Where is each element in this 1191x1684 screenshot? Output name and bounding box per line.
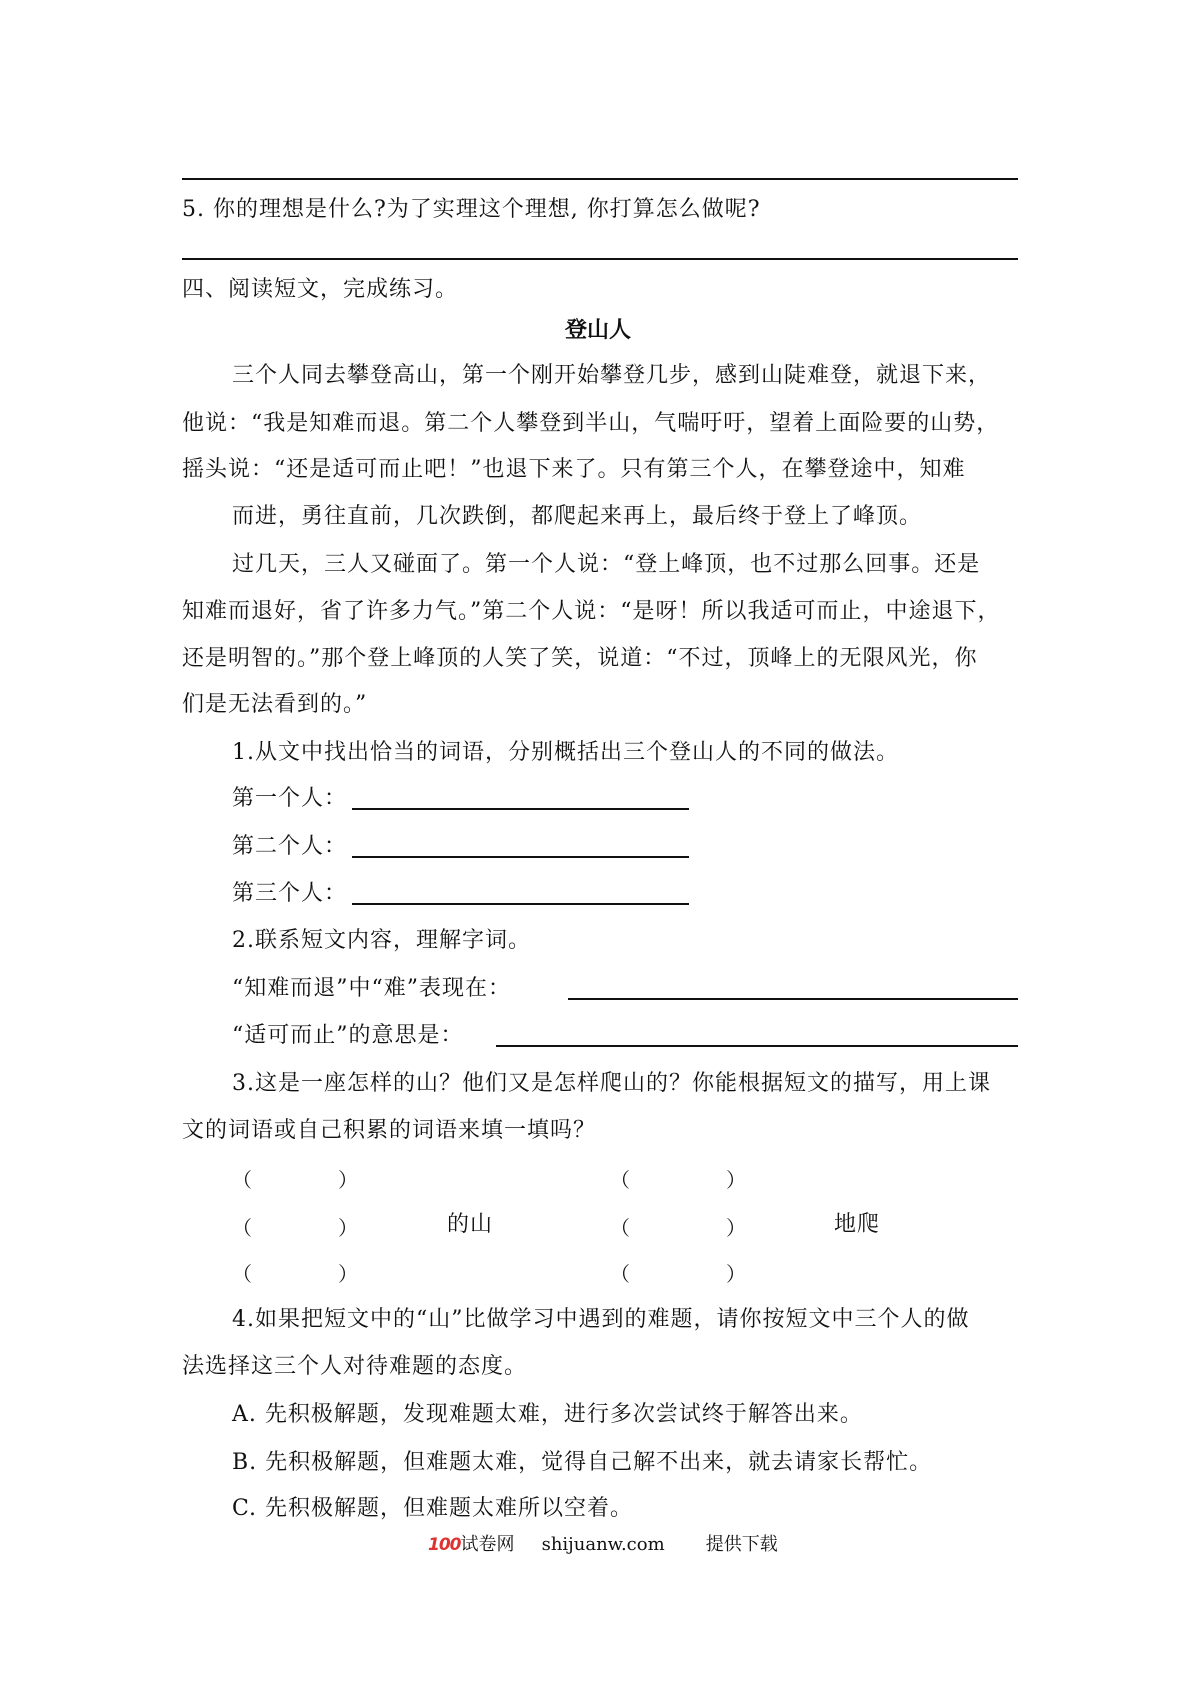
site-name: 试卷网: [460, 1534, 515, 1555]
passage-line: 们是无法看到的。”: [182, 692, 368, 717]
q2-item-label: “适可而止”的意思是：: [232, 1023, 464, 1048]
passage-line: 三个人同去攀登高山，第一个刚开始攀登几步，感到山陡难登，就退下来，: [232, 363, 992, 388]
section-heading: 四、阅读短文，完成练习。: [182, 277, 459, 302]
passage-line: 他说：“我是知难而退。第二个人攀登到半山，气喘吁吁，望着上面险要的山势，: [182, 411, 1000, 436]
site-logo: 100: [428, 1535, 461, 1555]
q2-answer-blank[interactable]: [568, 998, 1018, 1000]
q4-option-c: C. 先积极解题，但难题太难所以空着。: [232, 1496, 634, 1521]
site-domain[interactable]: shijuanw.com: [541, 1534, 665, 1555]
answer-line-q5: [182, 258, 1018, 260]
q3-blank-open: （: [610, 1262, 630, 1286]
question-5: 5. 你的理想是什么?为了实理这个理想, 你打算怎么做呢?: [182, 197, 761, 222]
question-1-prompt: 1.从文中找出恰当的词语，分别概括出三个登山人的不同的做法。: [232, 740, 899, 765]
q3-blank-close: ）: [726, 1168, 746, 1192]
answer-line-top: [182, 178, 1018, 180]
question-4-prompt: 4.如果把短文中的“山”比做学习中遇到的难题，请你按短文中三个人的做: [232, 1307, 970, 1332]
q3-blank-close: ）: [338, 1216, 358, 1240]
q3-blank-open: （: [232, 1216, 252, 1240]
q1-item-label: 第三个人：: [232, 881, 348, 906]
q3-climb-suffix: 地爬: [834, 1212, 881, 1237]
q3-blank-open: （: [232, 1168, 252, 1192]
q1-answer-blank[interactable]: [352, 856, 689, 858]
passage-line: 过几天，三人又碰面了。第一个人说：“登上峰顶，也不过那么回事。还是: [232, 552, 981, 577]
question-3-prompt: 文的词语或自己积累的词语来填一填吗？: [182, 1118, 597, 1143]
q3-blank-open: （: [610, 1168, 630, 1192]
passage-line: 还是明智的。”那个登上峰顶的人笑了笑，说道：“不过，顶峰上的无限风光，你: [182, 646, 978, 671]
q3-blank-close: ）: [338, 1262, 358, 1286]
q3-blank-close: ）: [338, 1168, 358, 1192]
q1-item-label: 第二个人：: [232, 834, 348, 859]
q3-blank-close: ）: [726, 1216, 746, 1240]
passage-line: 知难而退好，省了许多力气。”第二个人说：“是呀！所以我适可而止，中途退下，: [182, 599, 1001, 624]
footer: [428, 1530, 778, 1556]
passage-line: 而进，勇往直前，几次跌倒，都爬起来再上，最后终于登上了峰顶。: [232, 504, 923, 529]
q3-blank-open: （: [610, 1216, 630, 1240]
q2-answer-blank[interactable]: [496, 1045, 1018, 1047]
passage-title: 登山人: [565, 317, 632, 343]
q1-item-label: 第一个人：: [232, 786, 348, 811]
q4-option-b: B. 先积极解题，但难题太难，觉得自己解不出来，就去请家长帮忙。: [232, 1450, 933, 1475]
question-3-prompt: 3.这是一座怎样的山？他们又是怎样爬山的？你能根据短文的描写，用上课: [232, 1071, 991, 1096]
question-2-prompt: 2.联系短文内容，理解字词。: [232, 928, 531, 953]
q3-blank-close: ）: [726, 1262, 746, 1286]
q1-answer-blank[interactable]: [352, 808, 689, 810]
q2-item-label: “知难而退”中“难”表现在：: [232, 976, 511, 1001]
q4-option-a: A. 先积极解题，发现难题太难，进行多次尝试终于解答出来。: [232, 1402, 863, 1427]
q3-blank-open: （: [232, 1262, 252, 1286]
passage-line: 摇头说：“还是适可而止吧！”也退下来了。只有第三个人，在攀登途中，知难: [182, 457, 966, 482]
q1-answer-blank[interactable]: [352, 903, 689, 905]
footer-note: 提供下载: [705, 1534, 778, 1555]
q3-mountain-suffix: 的山: [447, 1212, 494, 1237]
question-4-prompt: 法选择这三个人对待难题的态度。: [182, 1354, 528, 1379]
